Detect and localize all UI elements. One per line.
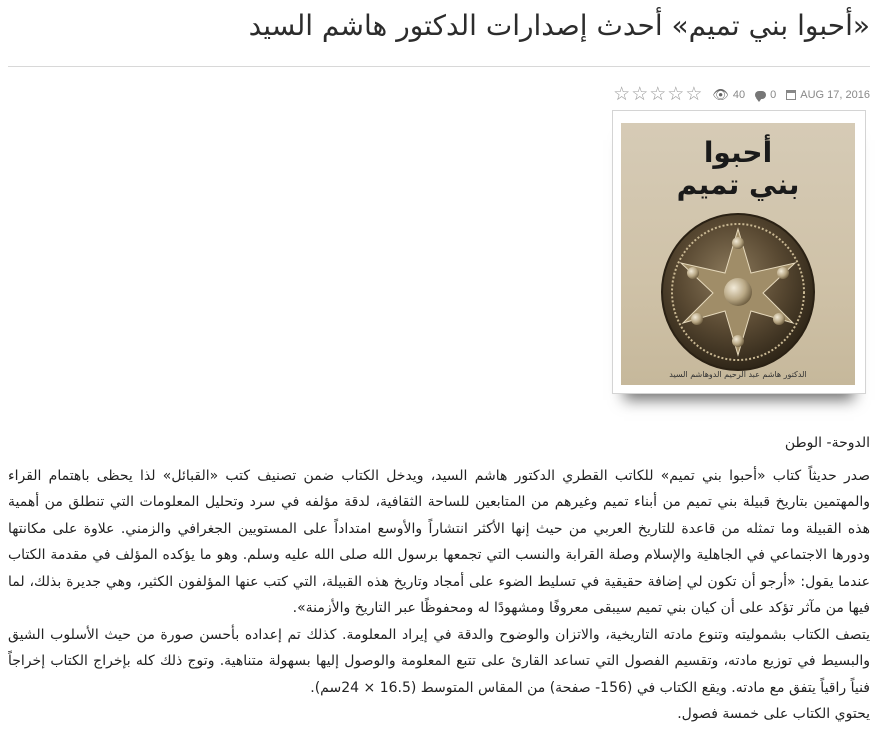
calendar-icon — [786, 90, 796, 100]
star-icon[interactable]: ☆ — [613, 84, 631, 105]
comments-count: 0 — [770, 88, 777, 101]
article-title: «أحبوا بني تميم» أحدث إصدارات الدكتور هاشم السيد — [248, 9, 870, 42]
article-paragraph: يتصف الكتاب بشموليته وتنوع مادته التاريخية، والاتزان والوضوح والدقة في إيراد المعلومة. كذلك تم إعداده بأحسن صورة من حيث الأسلوب الشيق والبسيط في توزيع مادته، وتقسيم الفصول التي تساعد القارئ على تتبع المعلومة والوصول إليها بسهولة متناهية. وتوج ذلك كله بإخراج الكتاب إخراجاً فنياً راقياً يتفق مع مادته. ويقع الكتاب في (156- صفحة) من المقاس المتوسط (16.5 × 24سم). — [8, 626, 870, 696]
eye-icon: 👁︎ — [712, 86, 729, 102]
rating-stars — [613, 85, 702, 104]
date-meta — [786, 89, 870, 101]
views-meta — [712, 87, 745, 103]
comment-icon — [755, 91, 766, 99]
star-icon[interactable]: ☆ — [631, 84, 649, 105]
article-paragraph: صدر حديثاً كتاب «أحبوا بني تميم» للكاتب القطري الدكتور هاشم السيد، ويدخل الكتاب ضمن تصنيف كتب «القبائل» لذا يحظى باهتمام القراء والمهتمين بتاريخ قبيلة بني تميم من أبناء تميم وغيرهم من المتابعين للساحة الثقافية، لدقة مؤلفه في سرد وتحليل المعلومات التي تنطلق من أهمية هذه القبيلة وما تمثله من قاعدة للتاريخ العربي من حيث إنها الأكثر انتشاراً والأوسع امتداداً على المستويين الجغرافي والزمني. علاوة على مكانتها ودورها الاجتماعي في الجاهلية والإسلام وصلة القرابة والنسب التي تجمعها برسول الله صلى الله عليه وسلم. وهو ما يؤكده المؤلف في مقدمة الكتاب عندما يقول: «أرجو أن تكون لي إضافة حقيقية في تسليط الضوء على أمجاد وتاريخ هذه القبيلة، التي كتب عنها المؤلفون الكثير، وهي جديرة بذلك، لما فيها من مآثر تؤكد على أن كيان بني تميم سيبقى معروفًا ومشهودًا له ومحفوظًا عبر التاريخ والأزمنة». — [8, 467, 870, 616]
views-count: 40 — [732, 88, 746, 101]
article-location: الدوحة- الوطن — [784, 435, 870, 451]
cover-title-line1: أحبوا — [703, 136, 773, 169]
star-icon[interactable]: ☆ — [649, 84, 667, 105]
comments-meta[interactable] — [755, 89, 776, 101]
cover-title — [621, 137, 855, 201]
shield-illustration — [659, 211, 817, 373]
article-date: AUG 17, 2016 — [800, 88, 870, 101]
cover-title-line2: بني تميم — [676, 168, 800, 201]
book-cover-image — [612, 110, 866, 394]
star-icon[interactable]: ☆ — [685, 84, 703, 105]
article-paragraph: يحتوي الكتاب على خمسة فصول. — [677, 706, 870, 722]
cover-author: الدكتور هاشم عبد الرحيم الدوهاشم السيد — [669, 370, 807, 379]
book-cover — [621, 123, 855, 385]
article-meta — [603, 85, 870, 104]
star-icon[interactable]: ☆ — [667, 84, 685, 105]
title-divider — [8, 66, 870, 67]
article-body — [8, 430, 870, 728]
